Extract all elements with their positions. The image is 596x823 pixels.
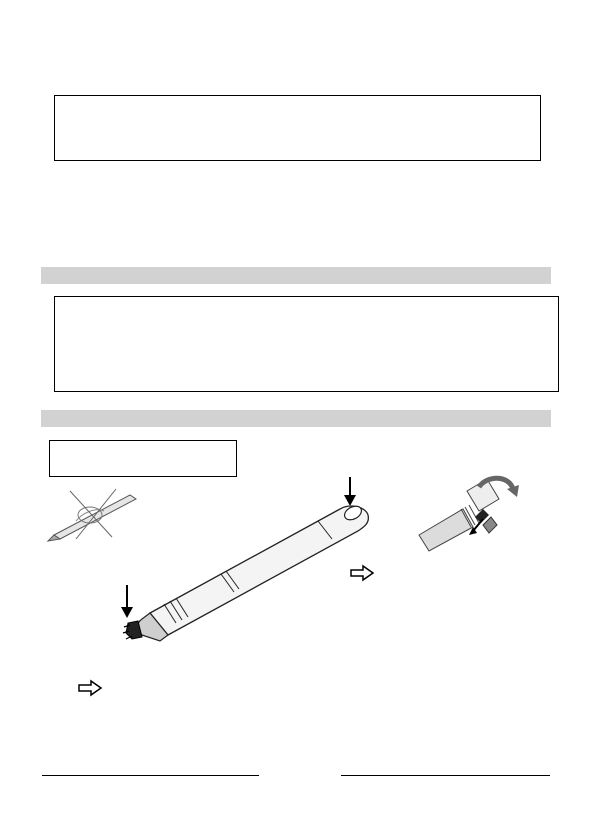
- hollow-right-arrow-icon: [78, 680, 102, 696]
- footer-rule-right: [341, 775, 550, 776]
- note-box-top: [54, 95, 541, 161]
- label-box: [49, 440, 237, 477]
- section-bar-1: [41, 267, 551, 284]
- hollow-right-arrow-icon: [350, 565, 374, 581]
- pen-tip-replacement-illustration: [417, 473, 523, 553]
- stylus-pen-illustration: [120, 495, 375, 650]
- section-bar-2: [41, 410, 551, 427]
- note-box-middle: [54, 296, 559, 392]
- footer-rule-left: [42, 775, 259, 776]
- down-arrow-icon: [120, 585, 134, 619]
